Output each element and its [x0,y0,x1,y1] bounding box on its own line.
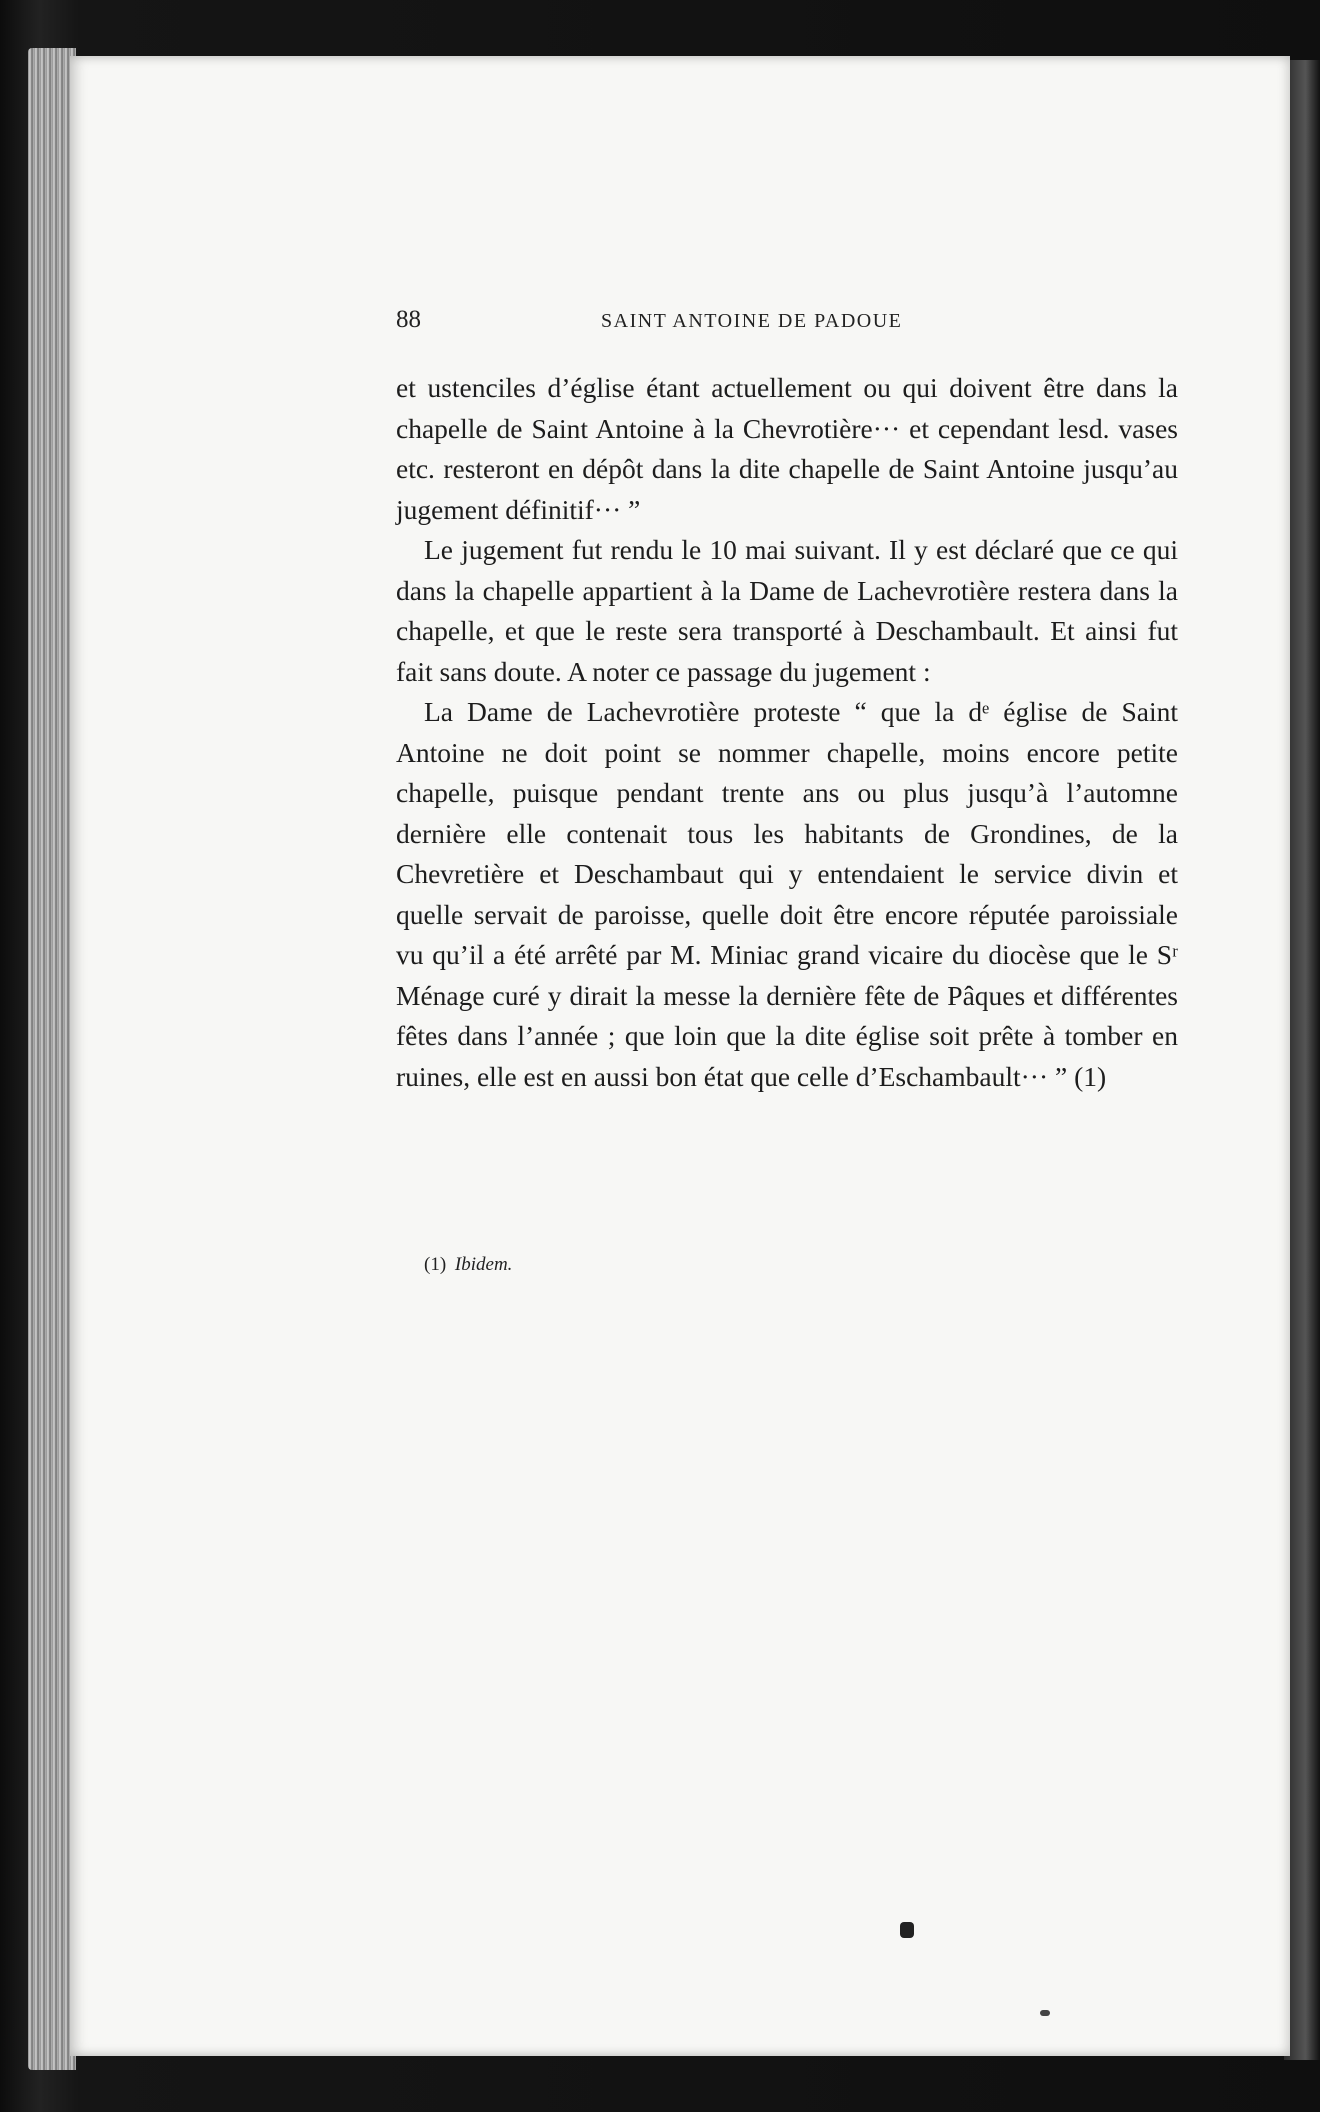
paragraph-continued: et ustenciles d’église étant actuellement ou qui doivent être dans la chapelle de Saint Antoine à la Chevrotière··· et cependant lesd. vases etc. resteront en dépôt dans la dite chapelle de Saint Antoine jusqu’au jugement définitif··· ” [396,372,1178,525]
footnote-marker: (1) [424,1254,447,1275]
footnote [424,1254,512,1276]
running-head [396,306,1186,346]
book-page-edges [28,48,76,2070]
paragraph-judgment: Le jugement fut rendu le 10 mai suivant. Il y est déclaré que ce qui dans la chapelle appartient à la Dame de Lachevrotière restera dans la chapelle, et que le reste sera transporté à Deschambault. Et ainsi fut fait sans doute. A noter ce passage du jugement : [396,534,1178,687]
footnote-text: Ibidem. [454,1254,513,1275]
ink-smudge [1040,2010,1050,2016]
page-number: 88 [396,306,421,333]
running-title: SAINT ANTOINE DE PADOUE [601,310,903,332]
ink-smudge [900,1922,914,1938]
paragraph-protest: La Dame de Lachevrotière proteste “ que la dᵉ église de Saint Antoine ne doit point se nommer chapelle, moins encore petite chapelle, puisque pendant trente ans ou plus jusqu’à l’automne dernière elle contenait tous les habitants de Grondines, de la Chevretière et Deschambaut qui y entendaient le service divin et quelle servait de paroisse, quelle doit être encore réputée paroissiale vu qu’il a été arrêté par M. Miniac grand vicaire du diocèse que le Sʳ Ménage curé y dirait la messe la dernière fête de Pâques et différentes fêtes dans l’année ; que loin que la dite église soit prête à tomber en ruines, elle est en aussi bon état que celle d’Eschambault··· ” (1) [396,696,1178,1092]
body-text [396,368,1178,1097]
